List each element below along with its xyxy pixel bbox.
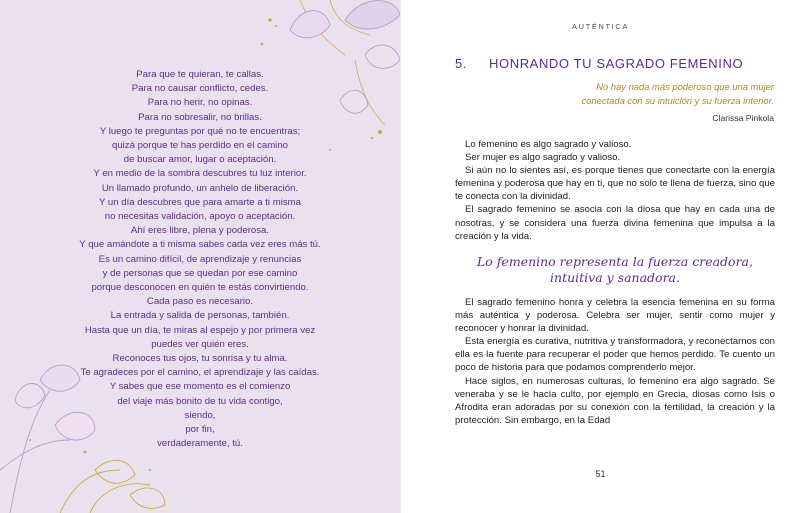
pull-quote [455,254,775,286]
running-head: AUTÉNTICA [572,22,629,31]
poem-line: puedes ver quién eres. [151,338,249,350]
poem-line: de buscar amor, lugar o aceptación. [123,154,277,166]
paragraph: Hace siglos, en numerosas culturas, lo femenino era algo sagrado. Se veneraba y se le hacía culto, por ejemplo en Grecia, diosas como Isis o Afrodita eran adoradas por su conexión con la fertilidad, la creación y la protección. Sin embargo, en la Edad [455,375,775,426]
paragraph: Si aún no lo sientes así, es porque tienes que conectarte con la energía femenina y poderosa que hay en ti, que no solo te llena de fuerza, sino que te conecta con la divinidad. [455,165,776,203]
pull-quote-line: Lo femenino representa la fuerza creadora, [477,254,753,269]
right-page [400,0,800,513]
poem-line: Para no sobresalir, no brillas. [138,111,262,123]
poem-line: Hasta que un día, te miras al espejo y por primera vez [84,324,316,336]
poem-line: del viaje más bonito de tu vida contigo, [117,395,283,407]
paragraph: Lo femenino es algo sagrado y valioso. [465,139,632,150]
poem-line: La entrada y salida de personas, también. [110,310,290,322]
poem-line: Cada paso es necesario. [146,296,254,308]
body-text-bottom [455,296,775,427]
chapter-title-text: HONRANDO TU SAGRADO FEMENINO [489,56,744,71]
epigraph-line: conectada con su intuición y su fuerza interior. [581,94,774,106]
paragraph: El sagrado femenino se asocia con la diosa que hay en cada una de nosotras, y se considera una fuerza divina femenina que impulsa a la creación y la vida. [455,204,775,242]
poem-line: Es un camino difícil, de aprendizaje y renuncias [98,253,302,265]
poem-line: Un llamado profundo, un anhelo de liberación. [101,182,299,194]
poem-line: Ahí eres libre, plena y poderosa. [130,225,270,237]
paragraph: El sagrado femenino honra y celebra la esencia femenina en su forma más auténtica y poderosa. Celebra ser mujer, sentir como mujer y reconocer y honrar la divinidad. [455,297,775,335]
poem-line: verdaderamente, tú. [157,438,243,450]
epigraph [454,80,774,107]
poem-line: Para no herir, no opinas. [147,97,253,109]
poem-line: por fin, [185,424,215,436]
poem-line: Y sabes que ese momento es el comienzo [109,381,291,393]
poem-line: y de personas que se quedan por ese camino [102,267,298,279]
poem-line: Te agradeces por el camino, el aprendizaje y las caídas. [80,367,320,379]
poem-line: Reconoces tus ojos, tu sonrisa y tu alma. [112,353,288,365]
poem-line: Para que te quieran, te callas. [136,69,264,80]
chapter-title [455,56,743,71]
poem-line: Y luego te preguntas por qué no te encuentras; [99,125,301,137]
poem-line: porque desconocen en quién te estás convirtiendo. [91,282,309,294]
poem-line: Para no causar conflicto, cedes. [131,83,269,95]
poem-line: quizá porque te has perdido en el camino [111,140,288,152]
chapter-number: 5. [455,56,468,71]
epigraph-line: No hay nada más poderoso que una mujer [596,81,774,92]
body-text-top [455,138,775,243]
poem-line: Y un día descubres que para amarte a ti misma [99,196,301,208]
page-number: 51 [595,469,606,479]
paragraph: Esta energía es curativa, nutritiva y transformadora, y reconectarnos con ella es la fuente para recuperar el poder que hemos perdido. Te cuento un poco de historia para que podamos comprenderlo mejor. [455,336,775,374]
epigraph-author: Clarissa Pinkola [712,113,774,123]
poem-line: Y en medio de la sombra descubres tu luz interior. [93,168,307,180]
poem-line: siendo, [184,409,216,421]
poem-line: Y que amándote a ti misma sabes cada vez eres más tú. [79,239,321,251]
pull-quote-line: intuitiva y sanadora. [550,270,680,285]
poem-line: no necesitas validación, apoyo o aceptación. [104,211,296,223]
paragraph: Ser mujer es algo sagrado y valioso. [465,152,621,164]
poem [60,68,340,451]
